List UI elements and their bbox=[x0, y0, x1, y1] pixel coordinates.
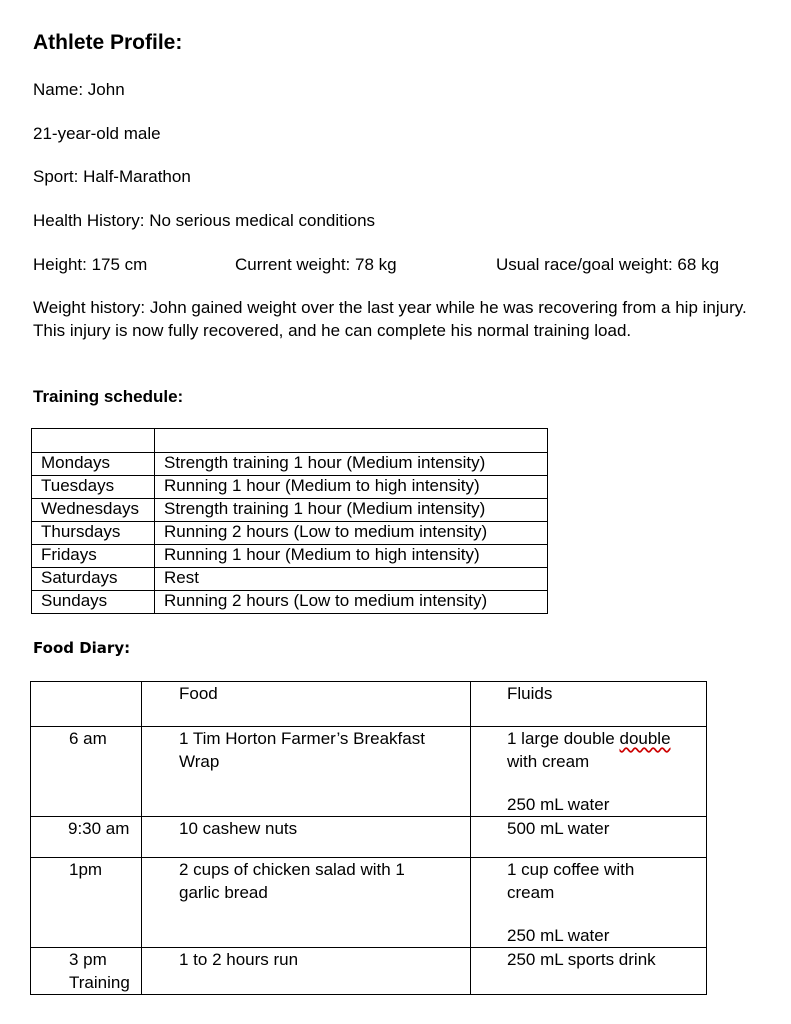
activity-cell: Strength training 1 hour (Medium intensity) bbox=[155, 453, 548, 476]
table-row bbox=[32, 522, 548, 545]
food-cell: 2 cups of chicken salad with 1 garlic bread bbox=[142, 858, 471, 948]
day-cell: Saturdays bbox=[32, 568, 155, 591]
day-cell: Mondays bbox=[32, 453, 155, 476]
activity-cell: Running 2 hours (Low to medium intensity) bbox=[155, 522, 548, 545]
table-row bbox=[31, 948, 707, 995]
fluids-cell: 1 large double double with cream 250 mL water bbox=[471, 727, 707, 817]
fluids-cell: 500 mL water bbox=[471, 817, 707, 858]
activity-cell: Strength training 1 hour (Medium intensity) bbox=[155, 499, 548, 522]
activity-cell: Running 1 hour (Medium to high intensity) bbox=[155, 545, 548, 568]
table-row bbox=[32, 499, 548, 522]
health-history: Health History: No serious medical conditions bbox=[33, 211, 376, 230]
day-cell: Wednesdays bbox=[32, 499, 155, 522]
goal-weight: Usual race/goal weight: 68 kg bbox=[496, 255, 720, 274]
activity-cell: Running 1 hour (Medium to high intensity) bbox=[155, 476, 548, 499]
table-row bbox=[32, 591, 548, 614]
table-row bbox=[31, 682, 707, 727]
training-table bbox=[31, 428, 548, 614]
time-cell: 3 pm Training bbox=[31, 948, 142, 995]
food-diary-heading: Food Diary: bbox=[33, 639, 131, 657]
activity-cell: Rest bbox=[155, 568, 548, 591]
page-title: Athlete Profile: bbox=[33, 31, 183, 54]
fluids-column-header: Fluids bbox=[471, 682, 707, 727]
activity-cell: Running 2 hours (Low to medium intensity) bbox=[155, 591, 548, 614]
table-row bbox=[31, 858, 707, 948]
time-cell: 9:30 am bbox=[31, 817, 142, 858]
food-column-header: Food bbox=[142, 682, 471, 727]
time-cell: 6 am bbox=[31, 727, 142, 817]
day-cell: Sundays bbox=[32, 591, 155, 614]
weight-history: Weight history: John gained weight over the last year while he was recovering from a hip injury. This injury is now fully recovered, and he can complete his normal training load. bbox=[33, 298, 747, 340]
table-row bbox=[32, 429, 548, 453]
athlete-sport: Sport: Half-Marathon bbox=[33, 167, 191, 186]
table-row bbox=[32, 545, 548, 568]
athlete-name: Name: John bbox=[33, 80, 125, 99]
time-cell: 1pm bbox=[31, 858, 142, 948]
table-row bbox=[32, 453, 548, 476]
fluids-cell: 1 cup coffee with cream 250 mL water bbox=[471, 858, 707, 948]
table-row bbox=[31, 817, 707, 858]
day-cell: Fridays bbox=[32, 545, 155, 568]
day-cell: Thursdays bbox=[32, 522, 155, 545]
day-cell: Tuesdays bbox=[32, 476, 155, 499]
food-diary-table bbox=[30, 681, 707, 995]
food-cell: 10 cashew nuts bbox=[142, 817, 471, 858]
table-row bbox=[31, 727, 707, 817]
current-weight: Current weight: 78 kg bbox=[235, 255, 397, 274]
food-cell: 1 Tim Horton Farmer’s Breakfast Wrap bbox=[142, 727, 471, 817]
table-row bbox=[32, 476, 548, 499]
athlete-age: 21-year-old male bbox=[33, 124, 161, 143]
fluids-cell: 250 mL sports drink bbox=[471, 948, 707, 995]
training-heading: Training schedule: bbox=[33, 387, 184, 406]
height: Height: 175 cm bbox=[33, 255, 148, 274]
table-row bbox=[32, 568, 548, 591]
food-cell: 1 to 2 hours run bbox=[142, 948, 471, 995]
